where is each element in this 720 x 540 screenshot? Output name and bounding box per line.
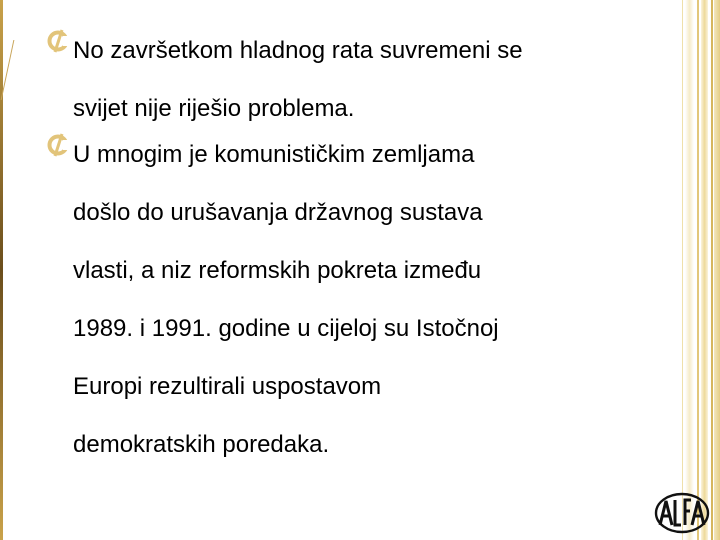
bullet-list xyxy=(46,34,676,474)
bullet-text xyxy=(46,126,676,474)
text-line: demokratskih poredaka. xyxy=(73,431,330,458)
bullet-item xyxy=(46,22,676,138)
bullet-text xyxy=(46,22,676,138)
text-line: došlo do urušavanja državnog sustava xyxy=(73,199,483,226)
text-line: U mnogim je komunističkim zemljama xyxy=(73,141,475,168)
text-line: No završetkom hladnog rata suvremeni se xyxy=(73,37,523,64)
left-border-line xyxy=(0,0,3,540)
text-line: svijet nije riješio problema. xyxy=(73,95,355,122)
cent-sign-bullet-icon xyxy=(46,28,72,54)
text-line: 1989. i 1991. godine u cijeloj su Istočnoj xyxy=(73,315,499,342)
bullet-item xyxy=(46,126,676,474)
right-decorative-border xyxy=(676,0,720,540)
cent-sign-bullet-icon xyxy=(46,132,72,158)
text-line: vlasti, a niz reformskih pokreta između xyxy=(73,257,482,284)
text-line: Europi rezultirali uspostavom xyxy=(73,373,382,400)
alfa-publisher-logo-icon xyxy=(654,492,710,534)
